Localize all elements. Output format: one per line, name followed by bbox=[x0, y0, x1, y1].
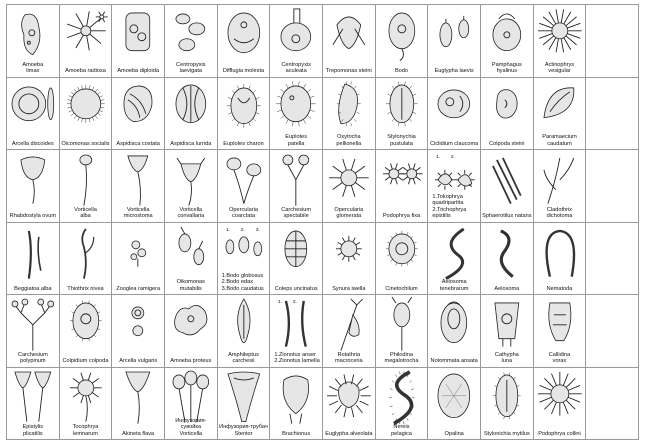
specimen-label: Aspidisca costata bbox=[116, 140, 160, 147]
organism-chart bbox=[6, 4, 639, 440]
specimen-label: Colpidium colpoda bbox=[62, 358, 109, 365]
specimen-label: 1.Bodo globosus 2.Bodo edax 3.Bodo caudatus bbox=[221, 272, 264, 292]
specimen-cell-vorticella-convallaria bbox=[165, 150, 218, 223]
specimen-cell-oxytricha-pellionella bbox=[323, 78, 376, 151]
specimen-cell-zooglea-ramigera bbox=[112, 223, 165, 296]
specimen-label: Cinetochilum bbox=[385, 285, 418, 292]
specimen-cell-amoeba-radiosa bbox=[60, 5, 113, 78]
akineta-flava-drawing bbox=[112, 368, 164, 440]
specimen-cell-stylonichia-mytilus bbox=[481, 368, 534, 441]
specimen-cell-zionotus bbox=[270, 295, 323, 368]
specimen-cell-aelosoma bbox=[481, 223, 534, 296]
specimen-label: Amoeba limax bbox=[22, 61, 44, 75]
euglypha-laevis-drawing bbox=[428, 5, 480, 77]
specimen-label: Oikomonas mutabilis bbox=[176, 279, 205, 292]
specimen-cell-beggiatoa-alba bbox=[7, 223, 60, 296]
amoeba-radiosa-drawing bbox=[60, 5, 112, 77]
specimen-label: Arcella vulgaris bbox=[119, 358, 158, 365]
specimen-cell-stylonychia-pustulata bbox=[376, 78, 429, 151]
specimen-cell-cathypha-luna bbox=[481, 295, 534, 368]
specimen-cell-thiothrix-nivea bbox=[60, 223, 113, 296]
species-number-tag: 2. bbox=[293, 299, 298, 305]
specimen-cell-aspidisca-lurrida bbox=[165, 78, 218, 151]
specimen-cell-pamphagus-hyalinus bbox=[481, 5, 534, 78]
rhabdostyla-ovum-drawing bbox=[7, 150, 59, 222]
colpoda-steini-drawing bbox=[481, 78, 533, 150]
specimen-cell-epistylis-plicatilis bbox=[7, 368, 60, 441]
amoeba-diploida-drawing bbox=[112, 5, 164, 77]
specimen-label: Amoeba proteus bbox=[170, 358, 212, 365]
specimen-label: Synura iwella bbox=[332, 285, 366, 292]
specimen-label: Opercularia glomerata bbox=[334, 206, 364, 220]
oicomonas-socialis-drawing bbox=[60, 78, 112, 150]
specimen-label: Oicomonas socialis bbox=[61, 140, 110, 147]
ciclidium-claucoma-drawing bbox=[428, 78, 480, 150]
specimen-label: Akineta flava bbox=[122, 430, 155, 437]
specimen-cell-opalina bbox=[428, 368, 481, 441]
specimen-label: Инфузория-трубач Stentor bbox=[219, 424, 268, 437]
specimen-label: Amoeba radiosa bbox=[65, 68, 106, 75]
specimen-cell-carchesium-polypinum bbox=[7, 295, 60, 368]
specimen-label: Oxytricha pellionella bbox=[336, 134, 362, 147]
species-number-tag: 1. bbox=[278, 299, 283, 305]
specimen-cell-paramaecium-caudatum bbox=[534, 78, 587, 151]
aspidisca-costata-drawing bbox=[112, 78, 164, 150]
euplotes-charon-drawing bbox=[218, 78, 270, 150]
specimen-label: Thiothrix nivea bbox=[67, 285, 104, 292]
specimen-label: Pamphagus hyalinus bbox=[491, 61, 522, 75]
coleps-uncinatus-drawing bbox=[270, 223, 322, 295]
species-number-tag: 3. bbox=[255, 227, 260, 233]
specimen-label: Colpoda steini bbox=[489, 140, 525, 147]
specimen-label: Инфузория-сувойка Vorticella bbox=[175, 417, 207, 437]
specimen-cell-colpidium-colpoda bbox=[60, 295, 113, 368]
specimen-label: Rhabdostyla ovum bbox=[9, 213, 56, 220]
specimen-label: Coleps uncinatus bbox=[274, 285, 318, 292]
specimen-cell-ciclidium-claucoma bbox=[428, 78, 481, 151]
specimen-cell-nereis-pelagica bbox=[376, 368, 429, 441]
empty-cell bbox=[586, 223, 639, 296]
specimen-cell-arcella-vulgaris bbox=[112, 295, 165, 368]
specimen-cell-euglypha-alveolata bbox=[323, 368, 376, 441]
specimen-label: 1.Zionotus anser 2.Zionotus lamella bbox=[274, 351, 320, 365]
specimen-cell-actinophrys bbox=[534, 5, 587, 78]
specimen-cell-opercularia-glomerata bbox=[323, 150, 376, 223]
specimen-label: Vorticella alba bbox=[74, 206, 97, 220]
specimen-label: Stylonychia pustulata bbox=[387, 134, 416, 147]
specimen-label: Euglypha alveolata bbox=[325, 430, 373, 437]
specimen-cell-callidina-vorax bbox=[534, 295, 587, 368]
difflugia-molesta-drawing bbox=[218, 5, 270, 77]
specimen-cell-aelosoma-tenebrarum bbox=[428, 223, 481, 296]
specimen-cell-stentor bbox=[218, 368, 271, 441]
specimen-cell-rhabdostyla-ovum bbox=[7, 150, 60, 223]
specimen-cell-nematoda bbox=[534, 223, 587, 296]
specimen-label: Ciclidium claucoma bbox=[430, 140, 479, 147]
specimen-label: Rotathria macroceria bbox=[334, 351, 363, 365]
specimen-label: Paramaecium caudatum bbox=[542, 134, 577, 147]
specimen-label: Cladothrix dichotoma bbox=[546, 206, 573, 220]
specimen-cell-arcella-discoides bbox=[7, 78, 60, 151]
specimen-cell-amphileptus-carchesii bbox=[218, 295, 271, 368]
specimen-cell-cladothrix-dichotoma bbox=[534, 150, 587, 223]
specimen-label: Podophrya collini bbox=[538, 430, 581, 437]
specimen-cell-centropyxis-laevigata bbox=[165, 5, 218, 78]
specimen-label: Epistylis plicatilis bbox=[22, 424, 44, 437]
specimen-cell-brachionus bbox=[270, 368, 323, 441]
specimen-cell-amoeba-diploida bbox=[112, 5, 165, 78]
specimen-cell-aspidisca-costata bbox=[112, 78, 165, 151]
specimen-label: Euplotes charon bbox=[223, 140, 264, 147]
specimen-cell-vorticella-alba bbox=[60, 150, 113, 223]
specimen-cell-carchesium-spectabile bbox=[270, 150, 323, 223]
specimen-label: Centropyxis laevigata bbox=[176, 61, 206, 75]
specimen-cell-sphaerotilus-natans bbox=[481, 150, 534, 223]
specimen-label: Bodo bbox=[394, 68, 409, 75]
colpidium-colpoda-drawing bbox=[60, 295, 112, 367]
beggiatoa-alba-drawing bbox=[7, 223, 59, 295]
specimen-label: Callidina vorax bbox=[548, 351, 571, 365]
specimen-label: Trepomonas steini bbox=[325, 68, 372, 75]
specimen-label: Euglypha laevis bbox=[434, 68, 474, 75]
bodo-drawing bbox=[376, 5, 428, 77]
specimen-label: Philodina megalotrocha bbox=[384, 351, 419, 365]
specimen-label: Carchesium spectabile bbox=[281, 206, 312, 220]
specimen-cell-synura-iwella bbox=[323, 223, 376, 296]
aspidisca-lurrida-drawing bbox=[165, 78, 217, 150]
arcella-vulgaris-drawing bbox=[112, 295, 164, 367]
specimen-cell-bodo bbox=[376, 5, 429, 78]
specimen-label: Beggiatoa alba bbox=[14, 285, 52, 292]
aelosoma-drawing bbox=[481, 223, 533, 295]
amoeba-proteus-drawing bbox=[165, 295, 217, 367]
specimen-cell-akineta-flava bbox=[112, 368, 165, 441]
specimen-label: Opercularia coarctata bbox=[229, 206, 258, 220]
specimen-cell-oikomonas-mutabilis bbox=[165, 223, 218, 296]
stylonichia-mytilus-drawing bbox=[481, 368, 533, 440]
specimen-label: Opalina bbox=[444, 430, 464, 437]
empty-cell bbox=[586, 295, 639, 368]
empty-cell bbox=[586, 150, 639, 223]
zooglea-ramigera-drawing bbox=[112, 223, 164, 295]
empty-cell bbox=[586, 368, 639, 441]
brachionus-drawing bbox=[270, 368, 322, 440]
specimen-label: Nematoda bbox=[546, 285, 573, 292]
specimen-cell-euglypha-laevis bbox=[428, 5, 481, 78]
specimen-label: Brachionus bbox=[282, 430, 311, 437]
species-number-tag: 1. bbox=[436, 154, 441, 160]
specimen-label: Tocophrya lemnarum bbox=[72, 424, 99, 437]
specimen-label: Podophrya fixa bbox=[382, 213, 421, 220]
podophrya-collini-drawing bbox=[534, 368, 586, 440]
specimen-cell-rotathria-macroceria bbox=[323, 295, 376, 368]
notommata-ansata-drawing bbox=[428, 295, 480, 367]
specimen-label: Zooglea ramigera bbox=[116, 285, 161, 292]
specimen-cell-difflugia-molesta bbox=[218, 5, 271, 78]
euglypha-alveolata-drawing bbox=[323, 368, 375, 440]
arcella-discoides-drawing bbox=[7, 78, 59, 150]
specimen-label: Aspidisca lurrida bbox=[170, 140, 212, 147]
specimen-cell-philodina-megalotrocha bbox=[376, 295, 429, 368]
specimen-cell-amoeba-proteus bbox=[165, 295, 218, 368]
trepomonas-steini-drawing bbox=[323, 5, 375, 77]
empty-cell bbox=[586, 5, 639, 78]
thiothrix-nivea-drawing bbox=[60, 223, 112, 295]
specimen-cell-vorticella-microstoma bbox=[112, 150, 165, 223]
specimen-label: Vorticella convallaria bbox=[177, 206, 205, 220]
specimen-label: Euplotes patella bbox=[285, 134, 308, 147]
species-number-tag: 1. bbox=[225, 227, 230, 233]
empty-cell bbox=[586, 78, 639, 151]
specimen-cell-tokophrya-trichophrya bbox=[428, 150, 481, 223]
specimen-label: Aelosoma tenebrarum bbox=[439, 279, 469, 292]
specimen-label: Sphaerotilus natans bbox=[482, 213, 532, 220]
species-number-tag: 2. bbox=[240, 227, 245, 233]
specimen-label: 1.Tokophrya quadripartita 2.Trichophrya epistilis bbox=[432, 193, 467, 220]
specimen-label: Stylonichia mytilus bbox=[483, 430, 530, 437]
specimen-label: Difflugia molesta bbox=[222, 68, 265, 75]
opalina-drawing bbox=[428, 368, 480, 440]
specimen-cell-vorticella-colony bbox=[165, 368, 218, 441]
nematoda-drawing bbox=[534, 223, 586, 295]
specimen-cell-euplotes-patella bbox=[270, 78, 323, 151]
specimen-cell-podophrya-fixa bbox=[376, 150, 429, 223]
specimen-cell-centropyxis-aculeata bbox=[270, 5, 323, 78]
specimen-label: Nereis pelagica bbox=[391, 424, 412, 437]
specimen-label: Actinophrys vesigular bbox=[544, 61, 575, 75]
specimen-cell-oicomonas-socialis bbox=[60, 78, 113, 151]
specimen-label: Carchesium polypinum bbox=[17, 351, 48, 365]
specimen-label: Notommata ansata bbox=[430, 358, 478, 365]
specimen-label: Vorticella microstoma bbox=[123, 206, 153, 220]
specimen-cell-opercularia-coarctata bbox=[218, 150, 271, 223]
specimen-cell-colpoda-steini bbox=[481, 78, 534, 151]
specimen-cell-tocophrya-lemnarum bbox=[60, 368, 113, 441]
specimen-cell-podophrya-collini bbox=[534, 368, 587, 441]
specimen-cell-notommata-ansata bbox=[428, 295, 481, 368]
specimen-cell-cinetochilum bbox=[376, 223, 429, 296]
specimen-label: Arcella discoides bbox=[11, 140, 54, 147]
specimen-cell-coleps-uncinatus bbox=[270, 223, 323, 296]
specimen-label: Aelosoma bbox=[494, 285, 520, 292]
specimen-cell-trepomonas-steini bbox=[323, 5, 376, 78]
synura-iwella-drawing bbox=[323, 223, 375, 295]
specimen-label: Centropyxis aculeata bbox=[281, 61, 311, 75]
specimen-cell-bodo-species bbox=[218, 223, 271, 296]
specimen-label: Amoeba diploida bbox=[117, 68, 159, 75]
species-number-tag: 2. bbox=[451, 154, 456, 160]
specimen-cell-euplotes-charon bbox=[218, 78, 271, 151]
sphaerotilus-natans-drawing bbox=[481, 150, 533, 222]
specimen-label: Amphileptus carchesii bbox=[228, 351, 259, 365]
cinetochilum-drawing bbox=[376, 223, 428, 295]
specimen-label: Cathypha luna bbox=[494, 351, 519, 365]
specimen-cell-amoeba-limax bbox=[7, 5, 60, 78]
podophrya-fixa-drawing bbox=[376, 150, 428, 222]
